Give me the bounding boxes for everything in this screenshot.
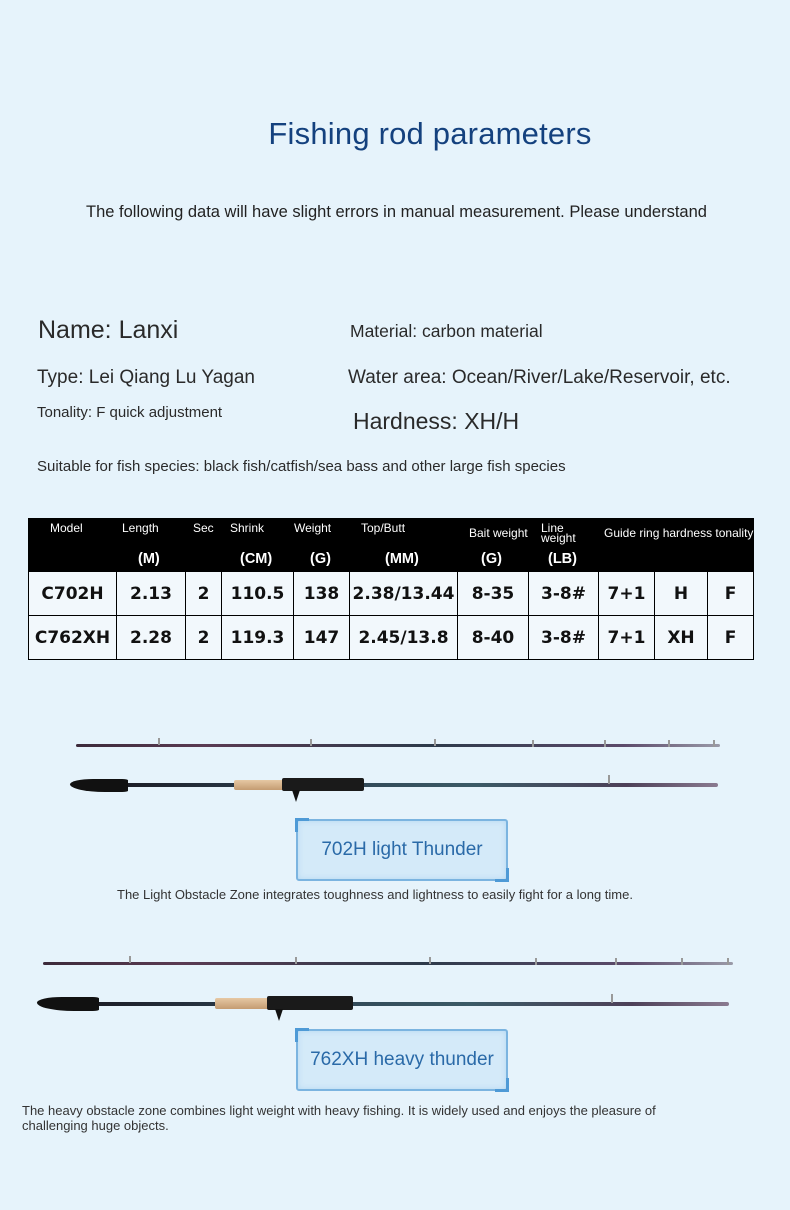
guide-ring-icon bbox=[668, 740, 670, 747]
cell-line-weight: 3-8# bbox=[529, 572, 599, 615]
header-guide-ring: Guide ring hardness tonality bbox=[604, 526, 754, 540]
guide-ring-icon bbox=[608, 775, 610, 784]
table-header bbox=[28, 518, 754, 572]
spec-hardness: Hardness: XH/H bbox=[353, 408, 520, 434]
product-plate-702h bbox=[296, 819, 508, 881]
cell-line-weight: 3-8# bbox=[529, 616, 599, 659]
cell-model: C762XH bbox=[29, 616, 117, 659]
guide-ring-icon bbox=[129, 956, 131, 963]
plate-corner-icon bbox=[495, 868, 509, 882]
cell-length: 2.28 bbox=[117, 616, 186, 659]
cell-guide-ring: 7+1 bbox=[599, 616, 655, 659]
rod-butt-cap bbox=[70, 779, 128, 792]
cell-length: 2.13 bbox=[117, 572, 186, 615]
header-shrink-unit: (CM) bbox=[240, 551, 273, 567]
header-line-unit: (LB) bbox=[548, 551, 577, 567]
guide-ring-icon bbox=[434, 739, 436, 746]
rod-cork-grip bbox=[215, 998, 269, 1009]
cell-tonality: F bbox=[708, 616, 754, 659]
product-description-762xh: The heavy obstacle zone combines light weight with heavy fishing. It is widely used and enjoys the pleasure of challenging huge objects. bbox=[22, 1103, 656, 1133]
guide-ring-icon bbox=[611, 994, 613, 1003]
cell-hardness: XH bbox=[655, 616, 708, 659]
guide-ring-icon bbox=[429, 957, 431, 964]
header-bait-unit: (G) bbox=[481, 551, 502, 567]
rod-butt-section bbox=[110, 783, 718, 787]
rod-butt-section bbox=[81, 1002, 729, 1006]
product-plate-702h-label: 702H light Thunder bbox=[321, 839, 483, 860]
header-weight: Weight bbox=[294, 521, 332, 535]
cell-weight: 147 bbox=[294, 616, 350, 659]
guide-ring-icon bbox=[535, 958, 537, 965]
product-plate-762xh-label: 762XH heavy thunder bbox=[310, 1049, 494, 1070]
cell-sec: 2 bbox=[186, 572, 222, 615]
cell-weight: 138 bbox=[294, 572, 350, 615]
cell-hardness: H bbox=[655, 572, 708, 615]
rod-image-702h bbox=[70, 735, 725, 795]
table-row bbox=[29, 572, 754, 616]
header-sec: Sec bbox=[193, 521, 214, 535]
header-length: Length bbox=[122, 521, 159, 535]
cell-bait-weight: 8-40 bbox=[458, 616, 529, 659]
product-description-702h: The Light Obstacle Zone integrates toughness and lightness to easily fight for a long time. bbox=[117, 887, 633, 902]
plate-corner-icon bbox=[295, 1028, 309, 1042]
rod-trigger bbox=[292, 790, 300, 802]
plate-corner-icon bbox=[495, 1078, 509, 1092]
guide-ring-icon bbox=[713, 740, 715, 747]
rod-trigger bbox=[275, 1009, 283, 1021]
spec-type: Type: Lei Qiang Lu Yagan bbox=[37, 367, 255, 388]
rod-reel-seat bbox=[267, 996, 353, 1010]
table-row bbox=[29, 616, 754, 660]
page-subtitle: The following data will have slight errors in manual measurement. Please understand bbox=[86, 203, 707, 221]
plate-corner-icon bbox=[295, 818, 309, 832]
spec-suitable-species: Suitable for fish species: black fish/catfish/sea bass and other large fish species bbox=[37, 458, 566, 475]
guide-ring-icon bbox=[615, 958, 617, 965]
cell-sec: 2 bbox=[186, 616, 222, 659]
table-body bbox=[28, 572, 754, 660]
rod-tip-section bbox=[43, 962, 733, 965]
guide-ring-icon bbox=[604, 740, 606, 747]
guide-ring-icon bbox=[310, 739, 312, 746]
header-bait-weight: Bait weight bbox=[469, 526, 528, 540]
cell-top-butt: 2.38/13.44 bbox=[350, 572, 458, 615]
header-top-butt: Top/Butt bbox=[361, 521, 406, 535]
rod-tip-section bbox=[76, 744, 720, 747]
cell-tonality: F bbox=[708, 572, 754, 615]
cell-bait-weight: 8-35 bbox=[458, 572, 529, 615]
cell-model: C702H bbox=[29, 572, 117, 615]
header-shrink: Shrink bbox=[230, 521, 265, 535]
header-line-weight-2: weight bbox=[541, 531, 576, 545]
header-model: Model bbox=[50, 521, 83, 535]
spec-water-area: Water area: Ocean/River/Lake/Reservoir, etc. bbox=[348, 367, 731, 388]
guide-ring-icon bbox=[681, 958, 683, 965]
guide-ring-icon bbox=[727, 958, 729, 965]
cell-shrink: 110.5 bbox=[222, 572, 294, 615]
header-length-unit: (M) bbox=[138, 551, 160, 567]
cell-guide-ring: 7+1 bbox=[599, 572, 655, 615]
cell-shrink: 119.3 bbox=[222, 616, 294, 659]
header-line-weight-1: Line bbox=[541, 521, 564, 535]
cell-top-butt: 2.45/13.8 bbox=[350, 616, 458, 659]
rod-butt-cap bbox=[37, 997, 99, 1011]
spec-name: Name: Lanxi bbox=[38, 316, 179, 344]
product-plate-762xh bbox=[296, 1029, 508, 1091]
guide-ring-icon bbox=[158, 738, 160, 745]
guide-ring-icon bbox=[532, 740, 534, 747]
parameter-table bbox=[28, 518, 754, 660]
guide-ring-icon bbox=[295, 957, 297, 964]
rod-cork-grip bbox=[234, 780, 284, 790]
header-top-butt-unit: (MM) bbox=[385, 551, 419, 567]
spec-material: Material: carbon material bbox=[350, 321, 543, 341]
spec-tonality: Tonality: F quick adjustment bbox=[37, 404, 223, 421]
rod-image-762xh bbox=[37, 953, 737, 1019]
page-title: Fishing rod parameters bbox=[268, 116, 592, 151]
header-weight-unit: (G) bbox=[310, 551, 331, 567]
